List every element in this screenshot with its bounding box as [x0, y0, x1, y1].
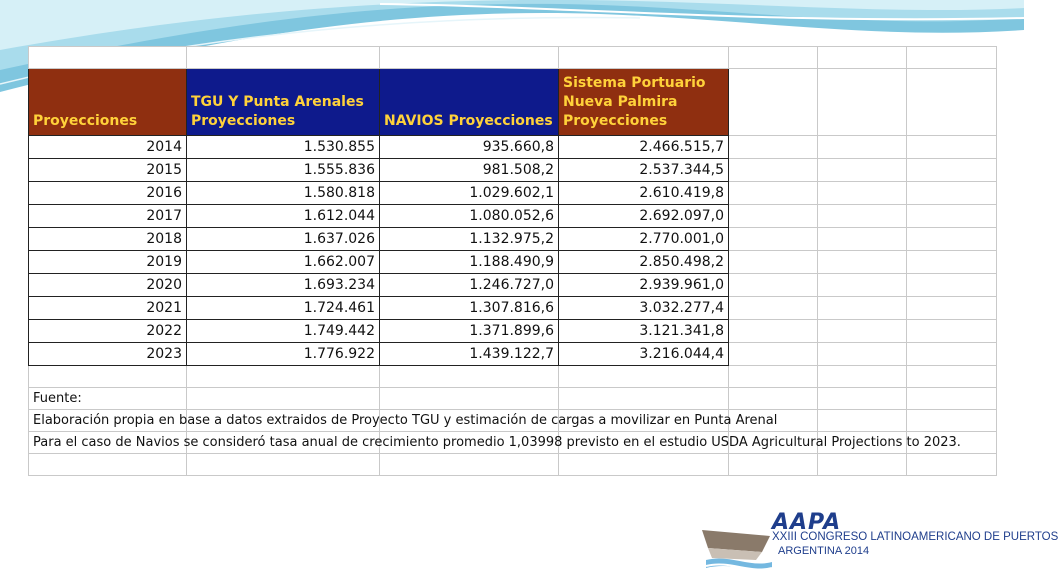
- table-row: [29, 320, 997, 343]
- palmira-cell: 2.466.515,7: [559, 136, 729, 159]
- palmira-cell: 2.939.961,0: [559, 274, 729, 297]
- source-label: Fuente:: [29, 388, 187, 410]
- note-line-2: Para el caso de Navios se consideró tasa anual de crecimiento promedio 1,03998 previsto en el estudio USDA Agricultural Projections to 2023.: [29, 432, 187, 454]
- table-row: [29, 228, 997, 251]
- tgu-cell: 1.580.818: [187, 182, 380, 205]
- table-row: [29, 297, 997, 320]
- table-row: [29, 432, 997, 454]
- year-cell: 2014: [29, 136, 187, 159]
- year-cell: 2022: [29, 320, 187, 343]
- year-cell: 2020: [29, 274, 187, 297]
- year-cell: 2019: [29, 251, 187, 274]
- tgu-cell: 1.530.855: [187, 136, 380, 159]
- table-row: [29, 274, 997, 297]
- header-row: [29, 69, 997, 136]
- palmira-cell: 3.121.341,8: [559, 320, 729, 343]
- year-cell: 2016: [29, 182, 187, 205]
- year-cell: 2015: [29, 159, 187, 182]
- header-palmira: Sistema Portuario Nueva Palmira Proyecciones: [559, 69, 729, 136]
- table-row: [29, 454, 997, 476]
- table-row: [29, 182, 997, 205]
- tgu-cell: 1.555.836: [187, 159, 380, 182]
- note-line-1: Elaboración propia en base a datos extraidos de Proyecto TGU y estimación de cargas a movilizar en Punta Arenal: [29, 410, 187, 432]
- tgu-cell: 1.724.461: [187, 297, 380, 320]
- navios-cell: 981.508,2: [380, 159, 559, 182]
- year-cell: 2017: [29, 205, 187, 228]
- table-row: [29, 343, 997, 366]
- year-cell: 2021: [29, 297, 187, 320]
- table-row: [29, 205, 997, 228]
- tgu-cell: 1.612.044: [187, 205, 380, 228]
- navios-cell: 1.132.975,2: [380, 228, 559, 251]
- table-row: [29, 410, 997, 432]
- header-tgu: TGU Y Punta Arenales Proyecciones: [187, 69, 380, 136]
- palmira-cell: 2.850.498,2: [559, 251, 729, 274]
- palmira-cell: 3.216.044,4: [559, 343, 729, 366]
- navios-cell: 1.439.122,7: [380, 343, 559, 366]
- table-row: [29, 159, 997, 182]
- projections-table: [28, 46, 997, 476]
- palmira-cell: 2.537.344,5: [559, 159, 729, 182]
- palmira-cell: 2.692.097,0: [559, 205, 729, 228]
- navios-cell: 935.660,8: [380, 136, 559, 159]
- tgu-cell: 1.749.442: [187, 320, 380, 343]
- palmira-cell: 2.610.419,8: [559, 182, 729, 205]
- navios-cell: 1.188.490,9: [380, 251, 559, 274]
- header-navios: NAVIOS Proyecciones: [380, 69, 559, 136]
- palmira-cell: 3.032.277,4: [559, 297, 729, 320]
- table-row: [29, 136, 997, 159]
- year-cell: 2018: [29, 228, 187, 251]
- palmira-cell: 2.770.001,0: [559, 228, 729, 251]
- navios-cell: 1.029.602,1: [380, 182, 559, 205]
- tgu-cell: 1.776.922: [187, 343, 380, 366]
- logo-line-2: ARGENTINA 2014: [778, 545, 870, 557]
- navios-cell: 1.080.052,6: [380, 205, 559, 228]
- table-row: [29, 366, 997, 388]
- data-rows: [29, 136, 997, 366]
- navios-cell: 1.246.727,0: [380, 274, 559, 297]
- header-proyecciones: Proyecciones: [29, 69, 187, 136]
- spreadsheet: [28, 46, 996, 488]
- year-cell: 2023: [29, 343, 187, 366]
- tgu-cell: 1.693.234: [187, 274, 380, 297]
- logo-line-1: XXIII CONGRESO LATINOAMERICANO DE PUERTOS: [772, 531, 1058, 543]
- table-row: [29, 388, 997, 410]
- navios-cell: 1.307.816,6: [380, 297, 559, 320]
- table-row: [29, 251, 997, 274]
- logo-name: AAPA: [772, 510, 842, 535]
- table-row: [29, 47, 997, 69]
- navios-cell: 1.371.899,6: [380, 320, 559, 343]
- tgu-cell: 1.662.007: [187, 251, 380, 274]
- tgu-cell: 1.637.026: [187, 228, 380, 251]
